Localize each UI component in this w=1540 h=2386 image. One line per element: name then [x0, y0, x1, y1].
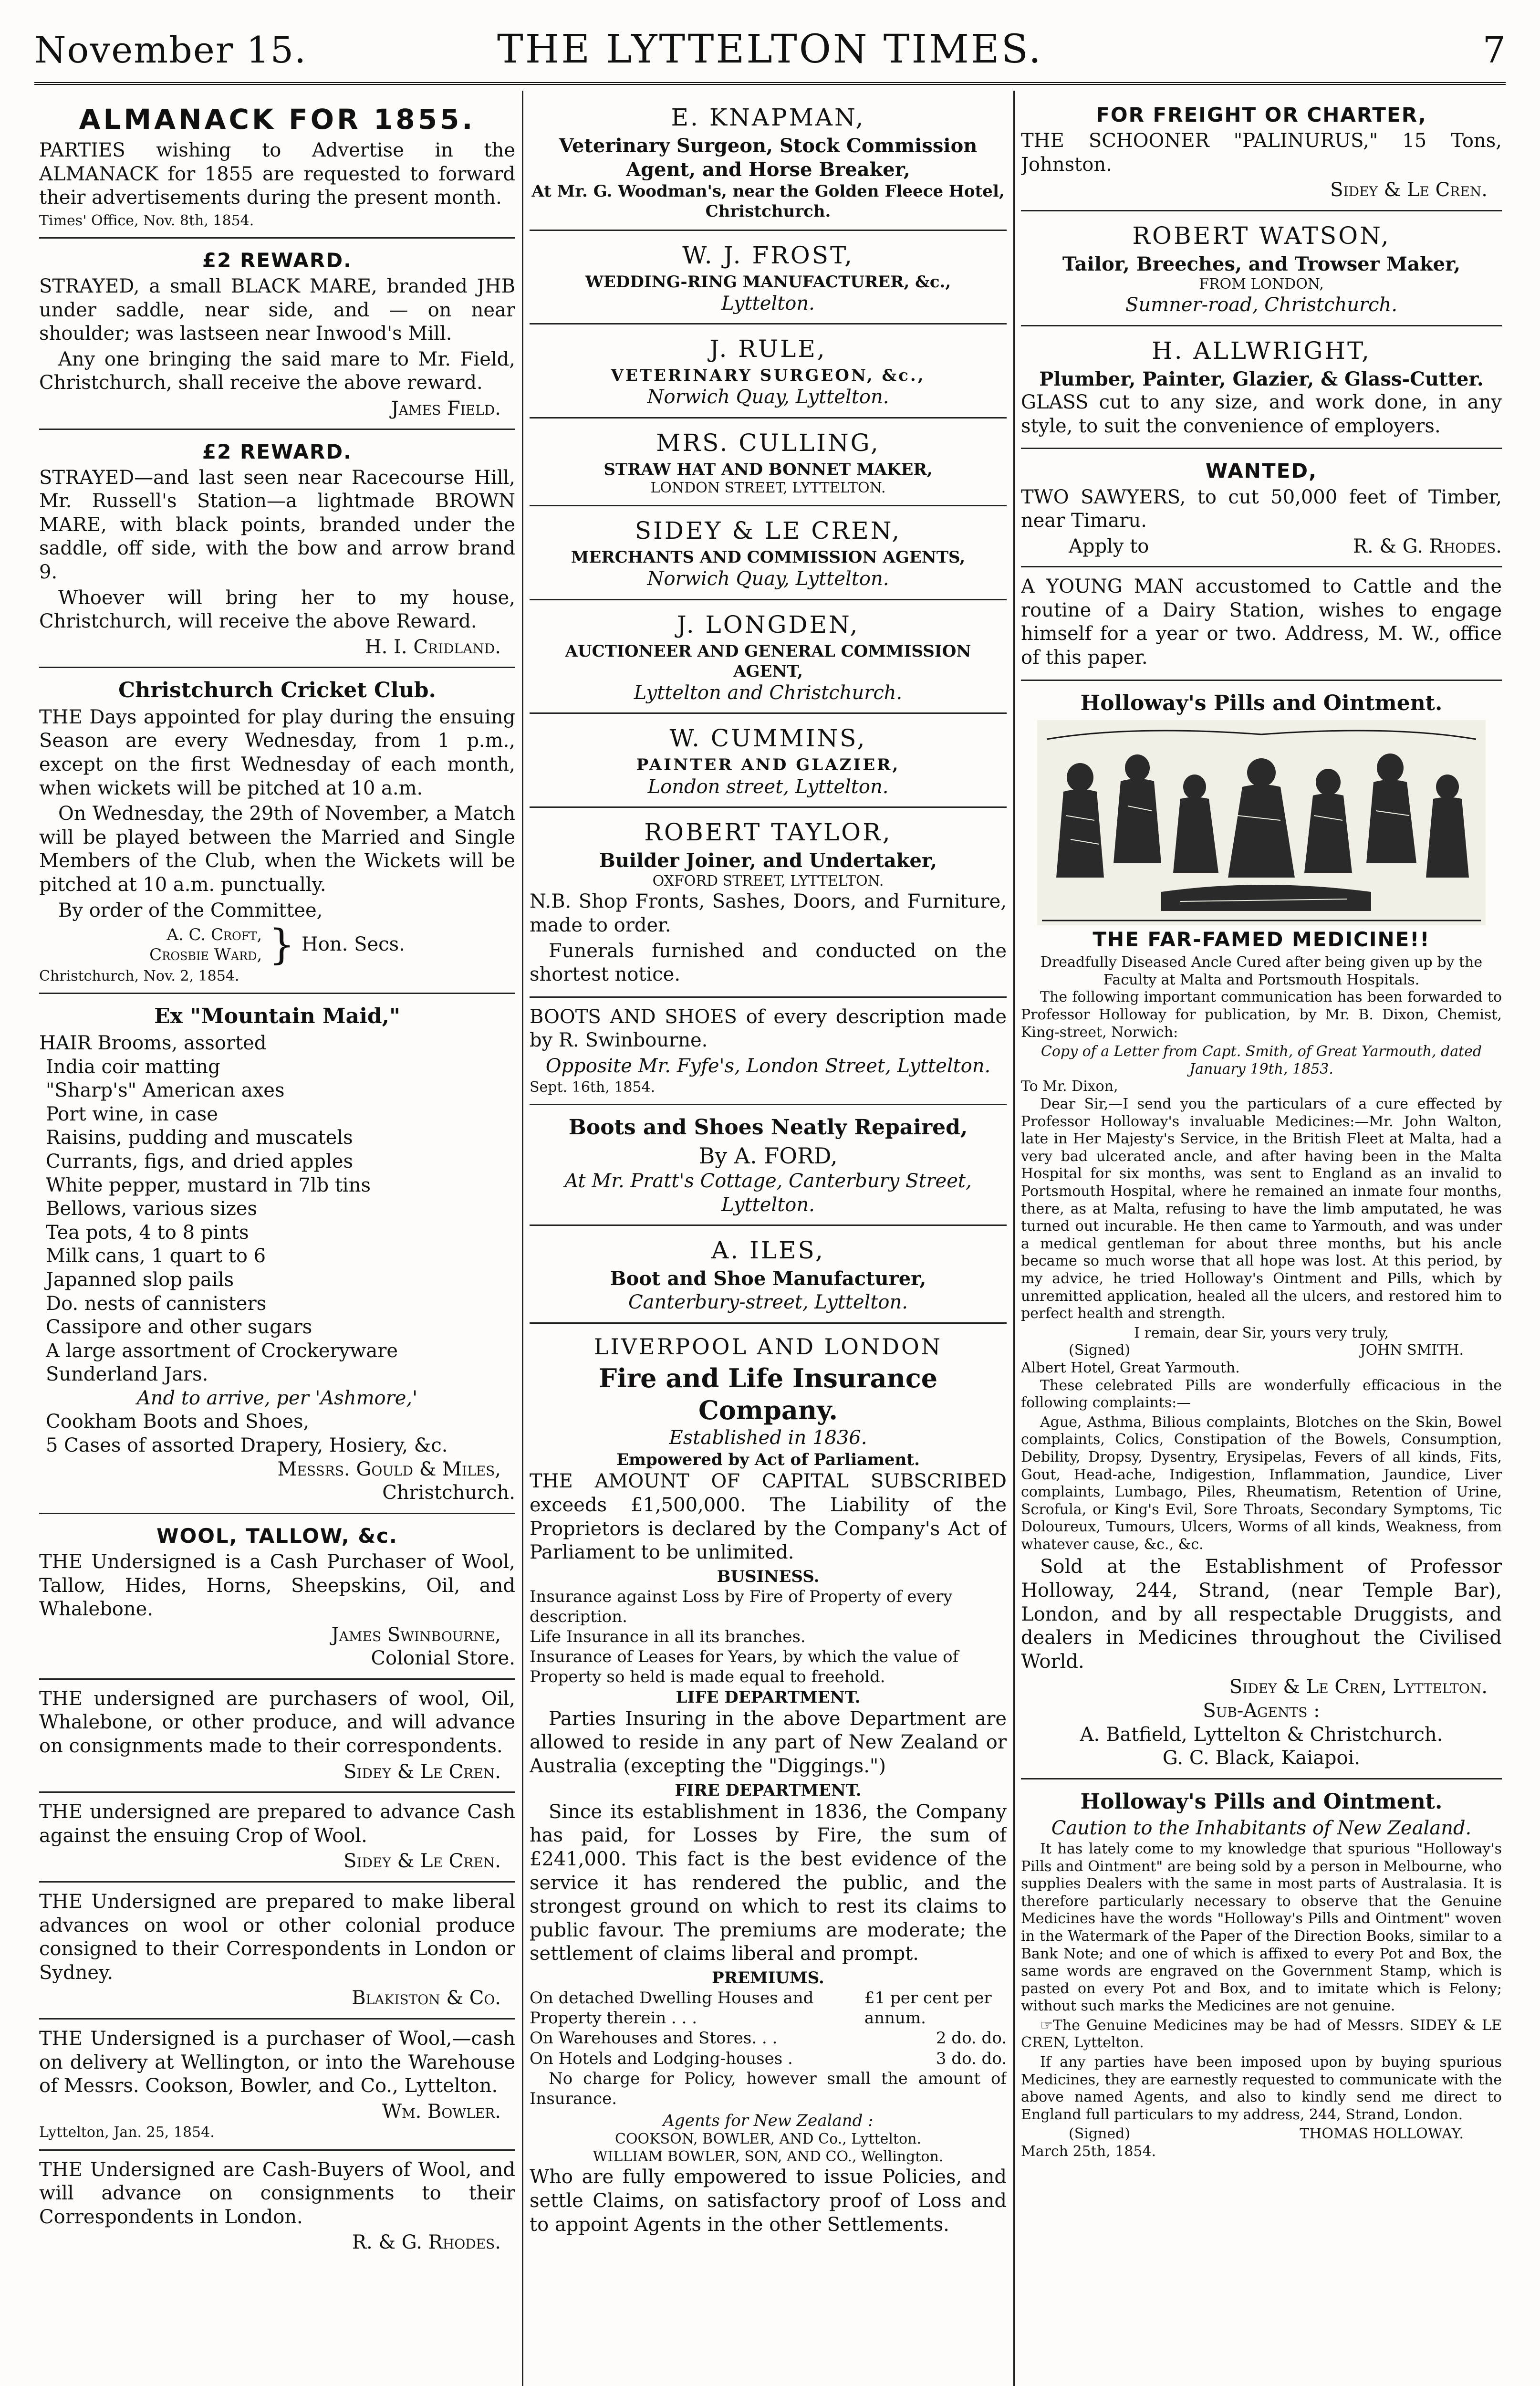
- card-line: Sumner-road, Christchurch.: [1125, 294, 1398, 316]
- ad-cricket-club: [39, 673, 515, 994]
- business-item: Life Insurance in all its branches.: [530, 1627, 806, 1647]
- secretary-name: Crosbie Ward,: [149, 945, 262, 965]
- complaints-list: Ague, Asthma, Bilious complaints, Blotches on the Skin, Bowel complaints, Colics, Constipation of the Bowels, Consumption, Debility, Dropsy, Dysentry, Erysipelas, Fevers of all kinds, Fits, Gout, Head-ache, Indigestion, Inflammation, Jaundice, Liver complaints, Lumbago, Piles, Rheumatism, Retention of Urine, Scrofula, or King's Evil, Sore Throats, Secondary Symptoms, Tic Doloureux, Tumours, Ulcers, Worms of all kinds, Weakness, from whatever cause, &c., &c.: [1021, 1413, 1502, 1553]
- ad-body: If any parties have been imposed upon by buying spurious Medicines, they are earnestly requested to communicate with the above named Agents, and also to kindly send me direct to England full particulars to my address, 244, Strand, London.: [1021, 2054, 1502, 2123]
- card-sidey: [530, 511, 1007, 600]
- ad-body: THE Undersigned are prepared to make liberal advances on wool or other colonial produce consigned to their Correspondents in London or Sydney.: [39, 1891, 515, 1984]
- signature: Blakiston & Co.: [352, 1987, 501, 2009]
- ad-title: LIVERPOOL AND LONDON: [593, 1333, 943, 1360]
- signature: Sidey & Le Cren.: [343, 1760, 501, 1783]
- ad-reward-brown-mare: [39, 435, 515, 669]
- apply-label: Apply to: [1069, 535, 1149, 557]
- card-rule: [530, 329, 1007, 419]
- goods-item: Port wine, in case: [46, 1103, 218, 1125]
- letter-body: Dear Sir,—I send you the particulars of a cure effected by Professor Holloway's invaluable Medicines:—Mr. John Walton, late in Her Majesty's Service, in the British Fleet at Malta, had a very bad ulcerated ancle, and after having been in the Malta Hospital for six months, was sent to England as an invalid to Portsmouth Hospital, where he remained an inmate four months, there, as at Malta, refusing to have the limb amputated, he was turned out incurable. He then came to Yarmouth, and was under a medical gentleman for about three months, but his ancle became so much worse that all hope was lost. At this period, by my advice, he tried Holloway's Ointment and Pills, which by unremitted application, healed all the ulcers, and restored him to perfect health and strength.: [1021, 1096, 1502, 1322]
- ad-body: BOOTS AND SHOES of every description made by R. Swinbourne.: [530, 1005, 1007, 1052]
- goods-item: Japanned slop pails: [46, 1268, 234, 1291]
- card-line: Canterbury-street, Lyttelton.: [628, 1291, 908, 1314]
- card-line: STRAW HAT AND BONNET MAKER,: [604, 460, 933, 479]
- business-item: Insurance against Loss by Fire of Property of every description.: [530, 1587, 953, 1627]
- card-title: J. RULE,: [709, 335, 827, 363]
- ad-bowler: [39, 2024, 515, 2151]
- goods-item: Sunderland Jars.: [46, 1363, 208, 1386]
- premium-rate: 3 do. do.: [936, 2049, 1007, 2068]
- signed-name: THOMAS HOLLOWAY.: [1300, 2125, 1464, 2143]
- ad-title: Christchurch Cricket Club.: [118, 678, 436, 703]
- ad-holloway-pills: [1021, 686, 1502, 1779]
- card-line: London street, Lyttelton.: [647, 775, 889, 798]
- established: Established in 1836.: [669, 1426, 867, 1449]
- card-line: Boot and Shoe Manufacturer,: [610, 1267, 926, 1290]
- ad-body: Any one bringing the said mare to Mr. Field, Christchurch, shall receive the above reward.: [39, 348, 515, 394]
- premium-rate: 2 do. do.: [936, 2029, 1007, 2048]
- ad-body: THE SCHOONER "PALINURUS," 15 Tons, Johnston.: [1021, 130, 1502, 176]
- signature: Sidey & Le Cren.: [343, 1850, 501, 1873]
- card-culling: [530, 423, 1007, 506]
- ad-holloway-caution: [1021, 1784, 1502, 2168]
- hon-secs-label: Hon. Secs.: [301, 933, 405, 956]
- ad-body: THE undersigned are prepared to advance Cash against the ensuing Crop of Wool.: [39, 1801, 515, 1847]
- column-2: [530, 98, 1007, 2386]
- card-cummins: [530, 719, 1007, 808]
- ad-body: STRAYED, a small BLACK MARE, branded JHB under saddle, near side, and — on near shoulder; was lastseen near Inwood's Mill.: [39, 275, 515, 345]
- card-line: OXFORD STREET, LYTTELTON.: [652, 872, 884, 890]
- card-knapman: [530, 98, 1007, 231]
- section-heading: PREMIUMS.: [712, 1968, 824, 1988]
- ad-body: Funerals furnished and conducted on the shortest notice.: [530, 940, 1007, 986]
- ad-title: WANTED,: [1205, 459, 1318, 483]
- card-line: WEDDING-RING MANUFACTURER, &c.,: [585, 272, 951, 292]
- ad-sidey-wool: [39, 1685, 515, 1793]
- ad-wool-tallow: [39, 1519, 515, 1680]
- arrive-note: And to arrive, per 'Ashmore,': [136, 1387, 418, 1409]
- premium-row: [530, 2028, 1007, 2048]
- ad-title: £2 REWARD.: [202, 248, 353, 272]
- ad-title: THE FAR-FAMED MEDICINE!!: [1093, 928, 1430, 952]
- ad-body: Parties Insuring in the above Department are allowed to reside in any part of New Zealand or Australia (excepting the "Diggings."): [530, 1707, 1007, 1777]
- dateline: Times' Office, Nov. 8th, 1854.: [39, 212, 254, 229]
- card-title: J. LONGDEN,: [676, 610, 860, 638]
- card-title: MRS. CULLING,: [656, 429, 880, 457]
- letter-to: To Mr. Dixon,: [1021, 1078, 1118, 1095]
- ad-title: Holloway's Pills and Ointment.: [1080, 691, 1443, 715]
- goods-item: Currants, figs, and dried apples: [46, 1150, 353, 1172]
- ad-rhodes: [39, 2156, 515, 2262]
- ad-body: STRAYED—and last seen near Racecourse Hill, Mr. Russell's Station—a lightmade BROWN MARE, with black points, branded under the saddle, off side, with the bow and arrow brand 9.: [39, 466, 515, 583]
- premium-label: On Hotels and Lodging-houses .: [530, 2049, 793, 2068]
- ad-title: ALMANACK FOR 1855.: [79, 103, 476, 136]
- dateline: March 25th, 1854.: [1021, 2143, 1156, 2160]
- ad-title: Holloway's Pills and Ointment.: [1080, 1789, 1443, 1814]
- card-line: Norwich Quay, Lyttelton.: [647, 386, 889, 408]
- ad-almanack: [39, 98, 515, 239]
- apply-row: [1021, 535, 1502, 559]
- ad-body: TWO SAWYERS, to cut 50,000 feet of Timber, near Timaru.: [1021, 486, 1502, 532]
- ad-line: At Mr. Pratt's Cottage, Canterbury Street, Lyttelton.: [564, 1170, 972, 1216]
- ad-title: WOOL, TALLOW, &c.: [156, 1524, 398, 1548]
- goods-item: Do. nests of cannisters: [46, 1292, 267, 1315]
- ad-body: On Wednesday, the 29th of November, a Match will be played between the Married and Single Members of the Club, when the Wickets will be pitched at 10 a.m. punctually.: [39, 803, 515, 896]
- premium-rate: £1 per cent per annum.: [864, 1988, 992, 2028]
- ad-title: Ex "Mountain Maid,": [154, 1004, 400, 1029]
- ad-ford: [530, 1110, 1007, 1226]
- card-line: Plumber, Painter, Glazier, & Glass-Cutter.: [1039, 367, 1484, 390]
- ad-body: GLASS cut to any size, and work done, in any style, to suit the convenience of employers.: [1021, 391, 1502, 437]
- signed-label: (Signed): [1069, 1342, 1131, 1359]
- sick-figures-illustration: [1037, 720, 1486, 925]
- goods-item: White pepper, mustard in 7lb tins: [46, 1174, 371, 1196]
- ad-body: By order of the Committee,: [58, 899, 323, 921]
- card-line: PAINTER AND GLAZIER,: [636, 755, 900, 775]
- business-item: Insurance of Leases for Years, by which the value of Property so held is made equal to freehold.: [530, 1647, 959, 1687]
- ad-by: By A. FORD,: [698, 1143, 838, 1169]
- ad-subtitle: Dreadfully Diseased Ancle Cured after being given up by the Faculty at Malta and Portsmouth Hospitals.: [1040, 954, 1483, 988]
- signature: James Swinbourne,: [331, 1623, 501, 1646]
- ad-body: THE undersigned are purchasers of wool, Oil, Whalebone, or other produce, and will advance on consignments made to their correspondents.: [39, 1687, 515, 1758]
- goods-item: Bellows, various sizes: [46, 1198, 257, 1220]
- column-3: [1021, 98, 1502, 2386]
- ad-line: Opposite Mr. Fyfe's, London Street, Lyttelton.: [545, 1055, 991, 1077]
- goods-item: India coir matting: [46, 1056, 220, 1078]
- agent-line: A. Batfield, Lyttelton & Christchurch.: [1080, 1723, 1443, 1746]
- act-line: Empowered by Act of Parliament.: [616, 1450, 920, 1470]
- section-heading: FIRE DEPARTMENT.: [675, 1780, 862, 1800]
- card-line: VETERINARY SURGEON, &c.,: [611, 366, 926, 386]
- dateline: Lyttelton, Jan. 25, 1854.: [39, 2124, 215, 2141]
- card-iles: [530, 1231, 1007, 1323]
- card-frost: [530, 236, 1007, 325]
- ad-allwright: [1021, 331, 1502, 450]
- goods-item: 5 Cases of assorted Drapery, Hosiery, &c.: [46, 1434, 448, 1457]
- ad-body: These celebrated Pills are wonderfully efficacious in the following complaints:—: [1021, 1377, 1502, 1412]
- agent-line: WILLIAM BOWLER, SON, AND CO., Wellington.: [593, 2148, 944, 2165]
- signature: H. I. Cridland.: [364, 636, 501, 658]
- ad-body: N.B. Shop Fronts, Sashes, Doors, and Furniture, made to order.: [530, 890, 1007, 936]
- letter-address: Albert Hotel, Great Yarmouth.: [1021, 1359, 1240, 1376]
- ad-insurance: [530, 1329, 1007, 2246]
- ad-title: FOR FREIGHT OR CHARTER,: [1096, 103, 1427, 126]
- ad-body: ☞The Genuine Medicines may be had of Messrs. SIDEY & LE CREN, Lyttelton.: [1021, 2017, 1502, 2051]
- card-title: W. J. FROST,: [682, 241, 854, 269]
- brace-glyph: }: [269, 921, 295, 969]
- agent-line: COOKSON, BOWLER, AND Co., Lyttelton.: [615, 2131, 921, 2148]
- ad-body: THE Days appointed for play during the ensuing Season are every Wednesday, from 1 p.m., except on the first Wednesday of each month, when wickets will be pitched at 10 a.m.: [39, 706, 515, 799]
- signed-row: [1021, 2125, 1502, 2143]
- premium-row: [530, 1988, 1007, 2028]
- signature: James Field.: [391, 397, 501, 419]
- secretaries: [39, 921, 515, 969]
- premium-label: On detached Dwelling Houses and Property therein . . .: [530, 1988, 814, 2028]
- masthead: [34, 23, 1506, 82]
- card-longden: [530, 605, 1007, 714]
- masthead-rule: [34, 82, 1506, 88]
- signature: Messrs. Gould & Miles,: [277, 1458, 501, 1480]
- card-line: Norwich Quay, Lyttelton.: [647, 567, 889, 590]
- ad-taylor: [530, 813, 1007, 998]
- goods-item: Raisins, pudding and muscatels: [46, 1127, 353, 1149]
- card-line: LONDON STREET, LYTTELTON.: [650, 480, 886, 497]
- signature-line: Colonial Store.: [371, 1647, 515, 1670]
- card-title: E. KNAPMAN,: [671, 104, 865, 131]
- newspaper-title: THE LYTTELTON TIMES.: [497, 27, 1043, 72]
- dateline: Sept. 16th, 1854.: [530, 1078, 656, 1096]
- ad-title: Fire and Life Insurance Company.: [598, 1362, 938, 1425]
- goods-item: A large assortment of Crockeryware: [46, 1340, 398, 1362]
- premium-label: On Warehouses and Stores. . .: [530, 2029, 778, 2048]
- card-line: Veterinary Surgeon, Stock Commission Agent, and Horse Breaker,: [559, 135, 978, 181]
- card-line: MERCHANTS AND COMMISSION AGENTS,: [571, 547, 966, 567]
- sub-agents-heading: Sub-Agents :: [1203, 1700, 1320, 1722]
- goods-item: Milk cans, 1 quart to 6: [46, 1245, 266, 1267]
- ad-body: Who are fully empowered to issue Policies, and settle Claims, on satisfactory proof of Loss and to appoint Agents in the other Settlements.: [530, 2166, 1007, 2236]
- card-title: H. ALLWRIGHT,: [1152, 336, 1371, 365]
- column-divider: [522, 91, 523, 2386]
- goods-item: Cookham Boots and Shoes,: [46, 1411, 310, 1433]
- goods-item: Tea pots, 4 to 8 pints: [46, 1221, 249, 1244]
- letter-close: I remain, dear Sir, yours very truly,: [1134, 1324, 1389, 1341]
- card-title: A. ILES,: [711, 1236, 825, 1265]
- signed-name: JOHN SMITH.: [1360, 1342, 1464, 1359]
- ad-young-man: [1021, 572, 1502, 680]
- signature: Sidey & Le Cren, Lyttelton.: [1229, 1676, 1488, 1698]
- letter-heading: Copy of a Letter from Capt. Smith, of Great Yarmouth, dated January 19th, 1853.: [1041, 1043, 1482, 1078]
- card-line: Builder Joiner, and Undertaker,: [599, 849, 937, 872]
- ad-body: THE Undersigned is a purchaser of Wool,—cash on delivery at Wellington, or into the Warehouse of Messrs. Cookson, Bowler, and Co., Lyttelton.: [39, 2028, 515, 2097]
- ad-swinbourne-boots: [530, 1003, 1007, 1105]
- agent-line: G. C. Black, Kaiapoi.: [1162, 1747, 1361, 1769]
- ad-body: Since its establishment in 1836, the Company has paid, for Losses by Fire, the sum of £241,000. This fact is the best evidence of the service it has rendered the public, and the strongest ground on which to rest its claims to public favour. The premiums are moderate; the settlement of claims liberal and prompt.: [530, 1800, 1007, 1965]
- ad-body: THE AMOUNT OF CAPITAL SUBSCRIBED exceeds £1,500,000. The Liability of the Proprietors is declared by the Company's Act of Parliament to be unlimited.: [530, 1470, 1007, 1564]
- card-title: W. CUMMINS,: [669, 724, 867, 753]
- column-divider: [1013, 91, 1015, 2386]
- card-line: Lyttelton.: [721, 292, 815, 314]
- signature: R. & G. Rhodes.: [352, 2231, 501, 2254]
- card-line: At Mr. G. Woodman's, near the Golden Fleece Hotel, Christchurch.: [531, 182, 1005, 221]
- card-line: AUCTIONEER AND GENERAL COMMISSION AGENT,: [565, 641, 971, 681]
- section-heading: BUSINESS.: [717, 1567, 820, 1586]
- premium-row: [530, 2049, 1007, 2069]
- agents-heading: Agents for New Zealand :: [663, 2111, 874, 2130]
- ad-body: The following important communication has been forwarded to Professor Holloway for publication, by Mr. B. Dixon, Chemist, King-street, Norwich:: [1021, 989, 1502, 1041]
- ad-body: THE Undersigned are Cash-Buyers of Wool, and will advance on consignments to their Correspondents in London.: [39, 2158, 515, 2228]
- ad-body: A YOUNG MAN accustomed to Cattle and the routine of a Dairy Station, wishes to engage himself for a year or two. Address, M. W., office of this paper.: [1021, 576, 1502, 669]
- card-line: FROM LONDON,: [1199, 276, 1324, 293]
- goods-item: "Sharp's" American axes: [46, 1079, 285, 1102]
- card-line: Lyttelton and Christchurch.: [634, 681, 903, 704]
- ad-subtitle: Caution to the Inhabitants of New Zealand.: [1051, 1817, 1472, 1840]
- ad-body: Sold at the Establishment of Professor Holloway, 244, Strand, (near Temple Bar), London, and by all respectable Druggists, and dealers in Medicines throughout the Civilised World.: [1021, 1556, 1502, 1673]
- ad-body: PARTIES wishing to Advertise in the ALMANACK for 1855 are requested to forward their advertisements during the present month.: [39, 139, 515, 209]
- ad-blakiston: [39, 1887, 515, 2020]
- signed-label: (Signed): [1069, 2125, 1131, 2143]
- place: Christchurch.: [382, 1482, 515, 1504]
- ad-sidey-advance: [39, 1798, 515, 1883]
- section-heading: LIFE DEPARTMENT.: [676, 1687, 861, 1707]
- signature: Wm. Bowler.: [382, 2100, 501, 2123]
- secretary-name: A. C. Croft,: [166, 925, 262, 945]
- signature: R. & G. Rhodes.: [1353, 535, 1502, 557]
- ad-body: It has lately come to my knowledge that spurious "Holloway's Pills and Ointment" are being sold by a person in Melbourne, who supplies Dealers with the same in most parts of Australasia. It is therefore particularly necessary to observe that the Genuine Medicines have the words "Holloway's Pills and Ointment" woven in the Watermark of the Paper of the Direction Books, similar to a Bank Note; and one of which is affixed to every Pot and Box, the same words are engraved on the Government Stamp, which is pasted on every Pot and Box, and to imitate which is Felony; without such marks the Medicines are not genuine.: [1021, 1840, 1502, 2015]
- column-1: [39, 98, 515, 2386]
- card-title: SIDEY & LE CREN,: [635, 516, 902, 544]
- card-line: Tailor, Breeches, and Trowser Maker,: [1062, 252, 1461, 275]
- card-title: ROBERT WATSON,: [1132, 221, 1391, 250]
- issue-date: November 15.: [34, 29, 307, 71]
- ad-body: No charge for Policy, however small the amount of Insurance.: [530, 2069, 1007, 2108]
- page-number: 7: [1482, 29, 1506, 71]
- signature: Sidey & Le Cren.: [1330, 179, 1488, 201]
- ad-title: £2 REWARD.: [202, 440, 353, 463]
- signed-row: [1021, 1342, 1502, 1360]
- goods-item: Cassipore and other sugars: [46, 1316, 312, 1339]
- ad-body: THE Undersigned is a Cash Purchaser of Wool, Tallow, Hides, Horns, Sheepskins, Oil, and Whalebone.: [39, 1550, 515, 1621]
- ad-wanted: [1021, 454, 1502, 567]
- dateline: Christchurch, Nov. 2, 1854.: [39, 968, 239, 985]
- ad-reward-black-mare: [39, 243, 515, 430]
- ad-freight: [1021, 98, 1502, 211]
- goods-lead: HAIR Brooms, assorted: [39, 1032, 267, 1054]
- card-watson: [1021, 216, 1502, 326]
- ad-body: Whoever will bring her to my house, Christchurch, will receive the above Reward.: [39, 586, 515, 633]
- card-title: ROBERT TAYLOR,: [644, 818, 892, 847]
- ad-title: Boots and Shoes Neatly Repaired,: [568, 1115, 968, 1140]
- ad-mountain-maid: [39, 999, 515, 1514]
